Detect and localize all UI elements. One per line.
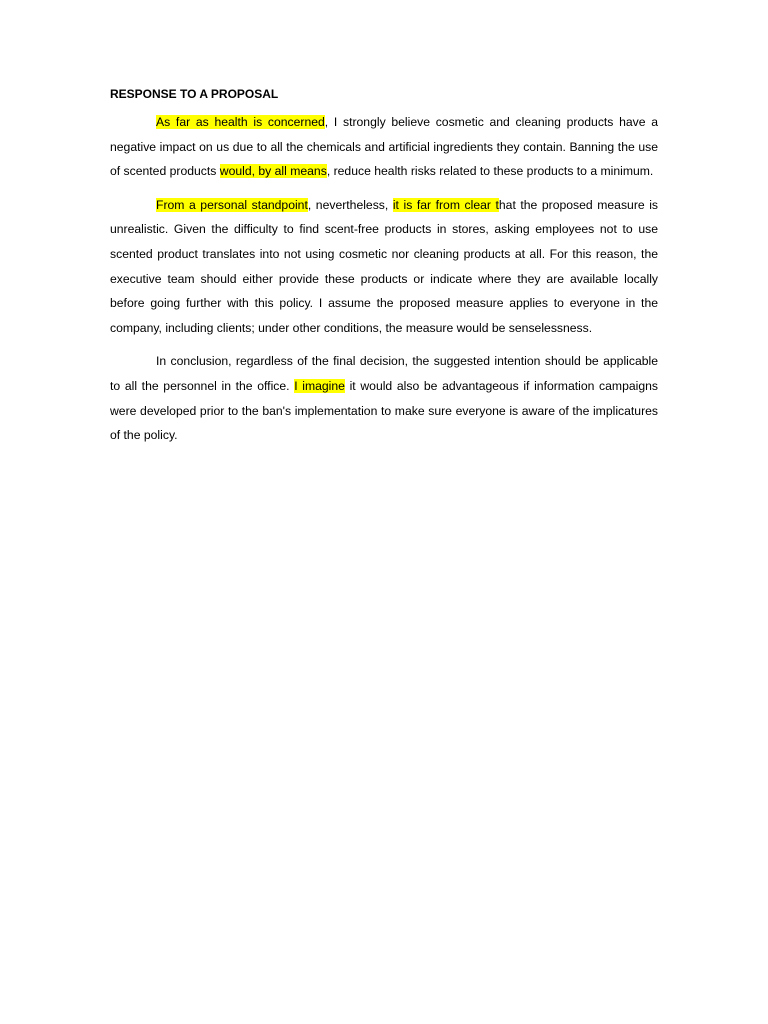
body-text: In conclusion, regardless of the final decision, the suggested intention should be applicable to all the personnel in the office. — [110, 354, 658, 393]
paragraph-1 — [110, 110, 658, 184]
highlighted-text: I imagine — [294, 378, 345, 393]
document-title: RESPONSE TO A PROPOSAL — [110, 87, 279, 101]
body-text: it would also be advantageous if information campaigns were developed prior to the ban's implementation to make sure everyone is aware of the implicatures of the policy. — [110, 378, 658, 443]
document-page — [110, 84, 658, 457]
paragraph-2 — [110, 193, 658, 341]
highlighted-text: As far as health is concerned — [156, 115, 325, 129]
body-text: , reduce health risks related to these products to a minimum. — [326, 164, 654, 179]
paragraph-3 — [110, 349, 658, 447]
body-text: , I strongly believe cosmetic and cleaning products have a negative impact on us due to all the chemicals and artificial ingredients they contain. Banning the use of scented products — [110, 115, 659, 179]
body-text: hat the proposed measure is unrealistic. Given the difficulty to find scent-free products in stores, asking employees not to use scented product translates into not using cosmetic nor cleaning products at all. For this reason, the executive team should either provide these products or indicate where they are available locally before going further with this policy. I assume the proposed measure applies to everyone in the company, including clients; under other conditions, the measure would be senselessness. — [110, 197, 659, 335]
highlighted-text: it is far from clear t — [392, 197, 499, 212]
body-text: , nevertheless, — [307, 197, 393, 212]
highlighted-text: would, by all means — [219, 164, 327, 179]
highlighted-text: From a personal standpoint — [156, 197, 308, 212]
